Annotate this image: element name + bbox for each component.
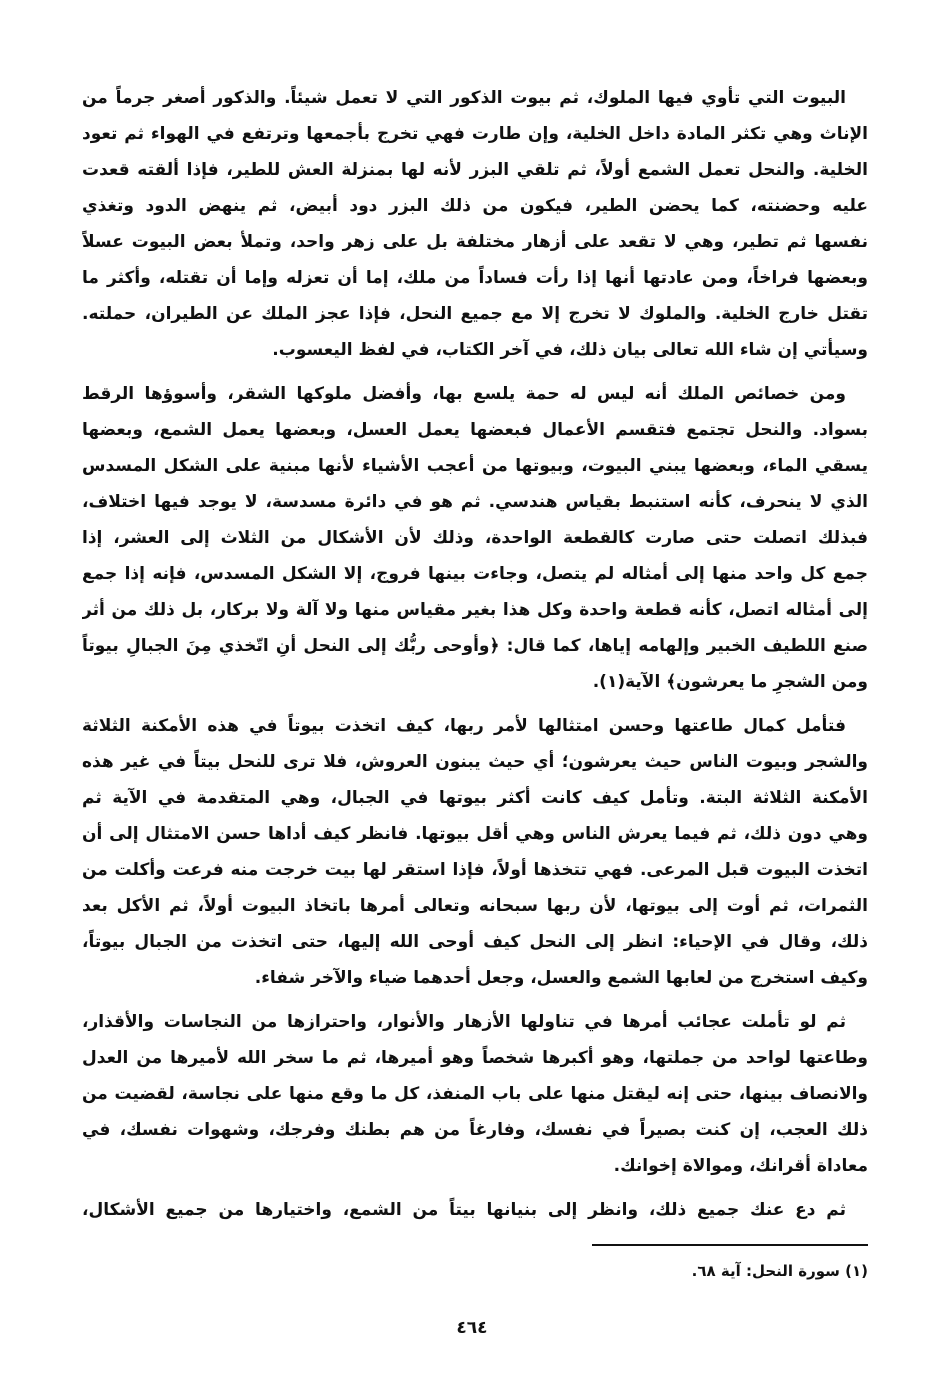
page-number: ٤٦٤ — [456, 1318, 488, 1338]
text-line: الأمكنة الثلاثة البتة. وتأمل كيف كانت أكثر بيوتها في الجبال، وهي المتقدمة في الآية ثم — [82, 788, 868, 808]
text-line: وهي دون ذلك، ثم فيما يعرش الناس وهي أقل بيوتها. فانظر كيف أداها حسن الامتثال إلى أن — [82, 824, 868, 844]
paragraph — [82, 1004, 868, 1184]
text-line: الثمرات، ثم أوت إلى بيوتها، لأن ربها سبحانه وتعالى أمرها باتخاذ البيوت أولاً، ثم الأكل بعد — [82, 896, 868, 916]
text-line: فبذلك اتصلت حتى صارت كالقطعة الواحدة، وذلك لأن الأشكال من الثلاث إلى العشر، إذا — [82, 528, 868, 548]
text-line: تقتل خارج الخلية. والملوك لا تخرج إلا مع جميع النحل، فإذا عجز الملك عن الطيران، حملته. — [82, 304, 868, 324]
text-line: ومن الشجرِ ما يعرشون﴾ الآية(١). — [592, 672, 868, 692]
text-line: وسيأتي إن شاء الله تعالى بيان ذلك، في آخر الكتاب، في لفظ اليعسوب. — [272, 340, 868, 360]
text-line: وكيف استخرج من لعابها الشمع والعسل، وجعل أحدهما ضياء والآخر شفاء. — [254, 968, 868, 988]
text-line: عليه وحضنته، كما يحضن الطير، فيكون من ذلك البزر دود أبيض، ثم ينهض الدود وتغذي — [82, 196, 868, 216]
text-line: ذلك العجب، إن كنت بصيراً في نفسك، وفارغاً من هم بطنك وفرجك، وشهوات نفسك، في — [82, 1120, 868, 1140]
text-line: الإناث وهي تكثر المادة داخل الخلية، وإن طارت فهي تخرج بأجمعها وترتفع في الهواء ثم تعود — [82, 124, 868, 144]
text-line: إلى أمثاله اتصل، كأنه قطعة واحدة وكل هذا بغير مقياس منها ولا آلة ولا بركار، بل ذلك من أثر — [82, 600, 868, 620]
footnote: (١) سورة النحل: آية ٦٨. — [691, 1262, 868, 1280]
text-line: ذلك، وقال في الإحياء: انظر إلى النحل كيف أوحى الله إليها، حتى اتخذت من الجبال بيوتاً، — [82, 932, 868, 952]
text-line: وطاعتها لواحد من جملتها، وهو أكبرها شخصاً وهو أميرها، ثم ما سخر الله لأميرها من العدل — [82, 1048, 868, 1068]
footnote-separator — [592, 1244, 868, 1246]
text-line: والشجر وبيوت الناس حيث يعرشون؛ أي حيث يبنون العروش، فلا ترى للنحل بيتاً في غير هذه — [82, 752, 868, 772]
text-line: صنع اللطيف الخبير وإلهامه إياها، كما قال: ﴿وأوحى ربُّك إلى النحل أنِ اتّخذي مِنَ الجبالِ بيوتاً — [82, 636, 868, 656]
text-line: الذي لا ينحرف، كأنه استنبط بقياس هندسي. ثم هو في دائرة مسدسة، لا يوجد فيها اختلاف، — [82, 492, 868, 512]
text-line: الخلية. والنحل تعمل الشمع أولاً، ثم تلقي البزر لأنه لها بمنزلة العش للطير، فإذا ألقته قعدت — [82, 160, 868, 180]
text-line: البيوت التي تأوي فيها الملوك، ثم بيوت الذكور التي لا تعمل شيئاً. والذكور أصغر جرماً من — [82, 88, 846, 108]
text-line: ثم لو تأملت عجائب أمرها في تناولها الأزهار والأنوار، واحترازها من النجاسات والأقذار، — [82, 1012, 846, 1032]
text-line: بسواد. والنحل تجتمع فتقسم الأعمال فبعضها يعمل العسل، وبعضها يعمل الشمع، وبعضها — [82, 420, 868, 440]
text-line: جمع كل واحد منها إلى أمثاله لم يتصل، وجاءت بينها فروج، إلا الشكل المسدس، فإنه إذا جمع — [82, 564, 868, 584]
text-line: يسقي الماء، وبعضها يبني البيوت، وبيوتها من أعجب الأشياء لأنها مبنية على الشكل المسدس — [82, 456, 868, 476]
paragraph — [82, 1192, 868, 1228]
text-line: وبعضها فراخاً، ومن عادتها أنها إذا رأت فساداً من ملك، إما أن تعزله وإما أن تقتله، وأكثر ما — [82, 268, 868, 288]
paragraph — [82, 80, 868, 368]
text-line: فتأمل كمال طاعتها وحسن امتثالها لأمر ربها، كيف اتخذت بيوتاً في هذه الأمكنة الثلاثة — [82, 716, 846, 736]
text-line: والانصاف بينها، حتى إنه ليقتل منها على باب المنفذ، كل ما وقع منها على نجاسة، لقضيت من — [82, 1084, 868, 1104]
text-line: اتخذت البيوت قبل المرعى. فهي تتخذها أولاً، فإذا استقر لها بيت خرجت منه فرعت وأكلت من — [82, 860, 868, 880]
text-line: نفسها ثم تطير، وهي لا تقعد على أزهار مختلفة بل على زهر واحد، وتملأ بعض البيوت عسلاً — [82, 232, 868, 252]
text-line: ومن خصائص الملك أنه ليس له حمة يلسع بها، وأفضل ملوكها الشقر، وأسوؤها الرقط — [82, 384, 846, 404]
paragraph — [82, 708, 868, 996]
text-line: ثم دع عنك جميع ذلك، وانظر إلى بنيانها بيتاً من الشمع، واختيارها من جميع الأشكال، — [82, 1200, 846, 1220]
paragraph — [82, 376, 868, 700]
text-line: معاداة أقرانك، وموالاة إخوانك. — [613, 1156, 868, 1176]
